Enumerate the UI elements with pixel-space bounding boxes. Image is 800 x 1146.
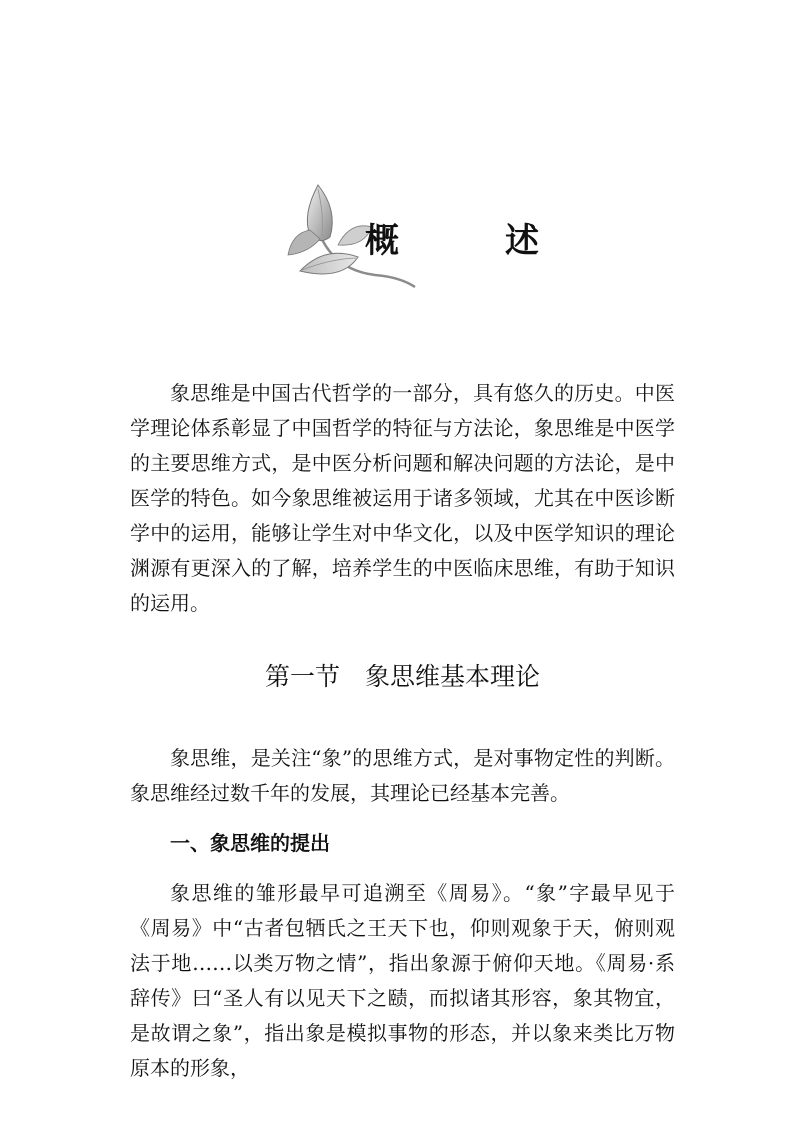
section-title: 第一节 象思维基本理论 xyxy=(264,662,540,691)
section-paragraph: 象思维，是关注“象”的思维方式，是对事物定性的判断。象思维经过数千年的发展，其理论已经基本完善。 xyxy=(130,746,675,805)
chapter-heading xyxy=(280,175,575,305)
intro-paragraph: 象思维是中国古代哲学的一部分，具有悠久的历史。中医学理论体系彰显了中国哲学的特征与方法论，象思维是中医学的主要思维方式，是中医分析问题和解决问题的方法论，是中医学的特色。如今象思维被运用于诸多领域，尤其在中医诊断学中的运用，能够让学生对中华文化，以及中医学知识的理论渊源有更深入的了解，培养学生的中医临床思维，有助于知识的运用。 xyxy=(130,381,675,615)
chapter-title: 概 述 xyxy=(365,221,575,261)
subsection-paragraph: 象思维的雏形最早可追溯至《周易》。“象”字最早见于《周易》中“古者包牺氏之王天下也，仰则观象于天，俯则观法于地……以类万物之情”，指出象源于俯仰天地。《周易·系辞传》曰“圣人有以见天下之赜，而拟诸其形容，象其物宜，是故谓之象”，指出象是模拟事物的形态，并以象来类比万物原本的形象， xyxy=(130,881,675,1080)
subsection-title: 一、象思维的提出 xyxy=(170,831,330,855)
